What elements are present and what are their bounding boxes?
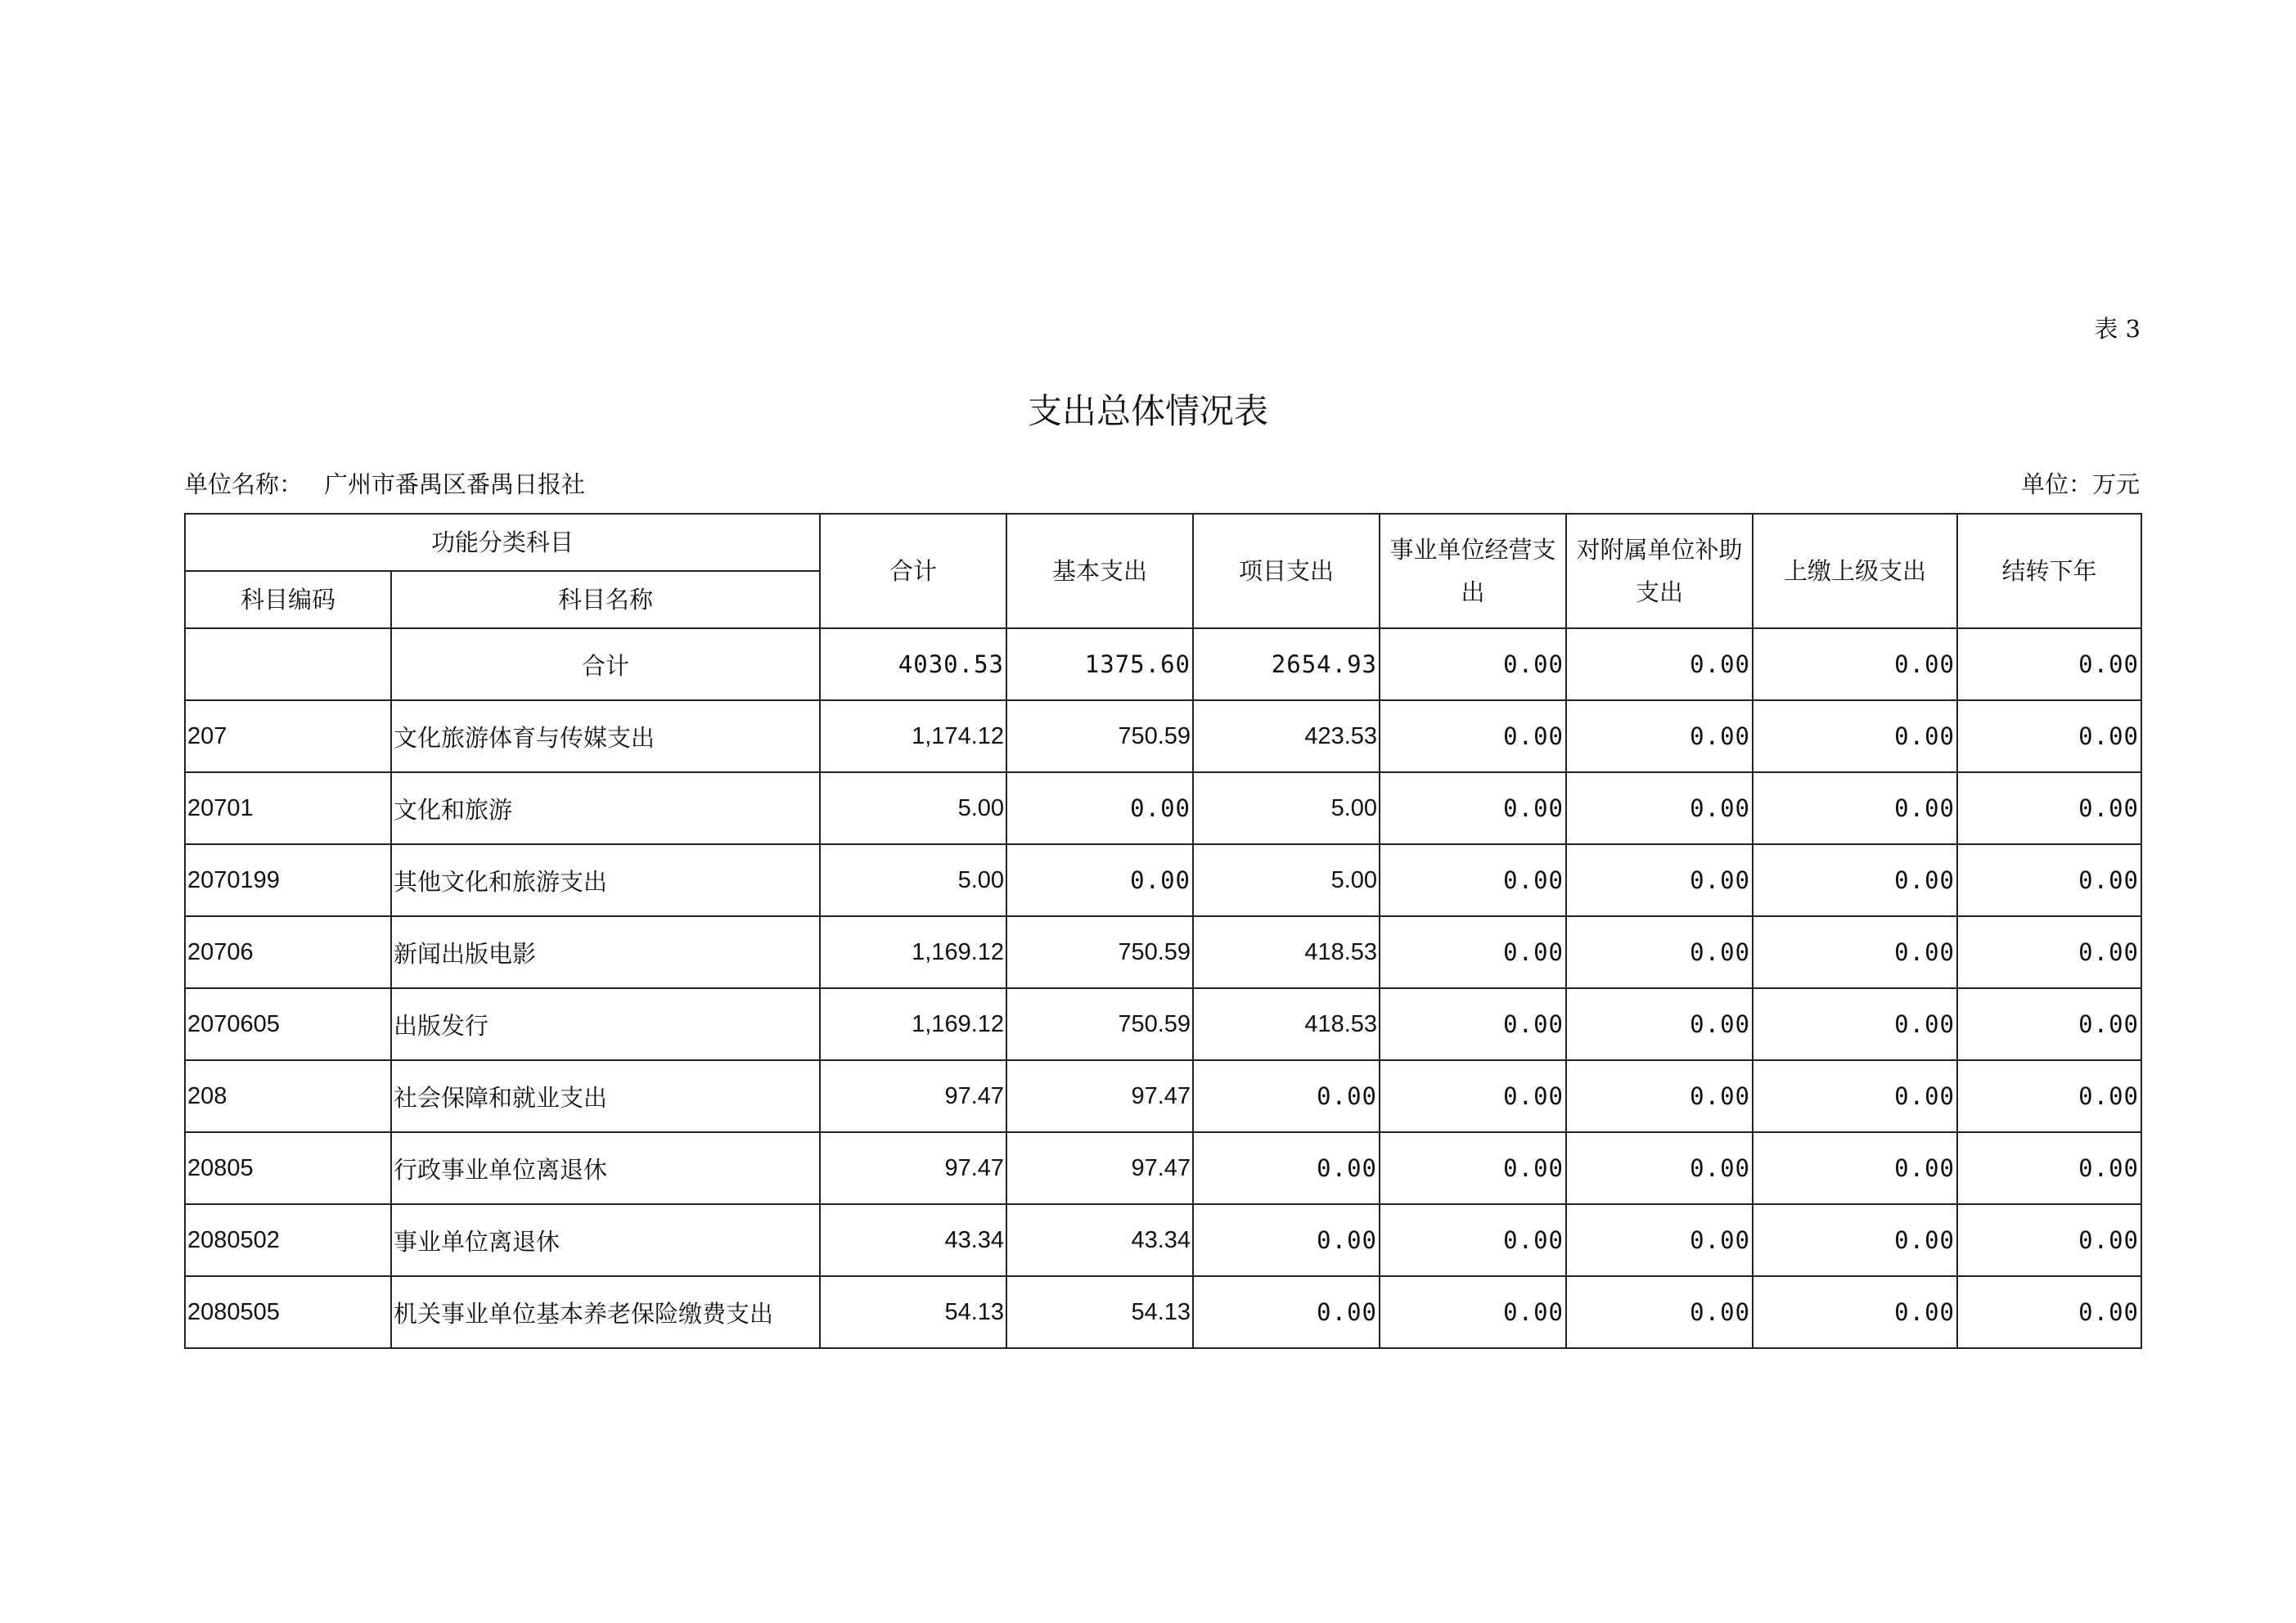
table-row <box>185 1060 2141 1132</box>
table-row <box>185 1276 2141 1348</box>
cell-subsidy: 0.00 <box>1566 1204 1753 1276</box>
cell-name: 社会保障和就业支出 <box>391 1060 820 1132</box>
cell-subsidy: 0.00 <box>1566 988 1753 1060</box>
cell-basic: 1375.60 <box>1006 628 1193 700</box>
cell-carry: 0.00 <box>1957 1204 2141 1276</box>
cell-subsidy: 0.00 <box>1566 844 1753 916</box>
cell-name: 新闻出版电影 <box>391 916 820 988</box>
cell-upper: 0.00 <box>1753 628 1957 700</box>
cell-upper: 0.00 <box>1753 1132 1957 1204</box>
cell-business: 0.00 <box>1380 988 1566 1060</box>
cell-project: 423.53 <box>1193 700 1380 772</box>
header-row-1 <box>185 514 2141 571</box>
cell-upper: 0.00 <box>1753 700 1957 772</box>
cell-name: 行政事业单位离退休 <box>391 1132 820 1204</box>
cell-project: 0.00 <box>1193 1132 1380 1204</box>
cell-carry: 0.00 <box>1957 1132 2141 1204</box>
cell-project: 418.53 <box>1193 916 1380 988</box>
cell-basic: 97.47 <box>1006 1060 1193 1132</box>
cell-upper: 0.00 <box>1753 1204 1957 1276</box>
cell-basic: 97.47 <box>1006 1132 1193 1204</box>
cell-carry: 0.00 <box>1957 844 2141 916</box>
cell-carry: 0.00 <box>1957 916 2141 988</box>
header-upper: 上缴上级支出 <box>1753 514 1957 628</box>
cell-project: 5.00 <box>1193 844 1380 916</box>
table-row <box>185 844 2141 916</box>
cell-code: 2080505 <box>185 1276 391 1348</box>
cell-business: 0.00 <box>1380 1276 1566 1348</box>
cell-code: 208 <box>185 1060 391 1132</box>
cell-total: 43.34 <box>820 1204 1006 1276</box>
cell-basic: 750.59 <box>1006 700 1193 772</box>
header-carry: 结转下年 <box>1957 514 2141 628</box>
cell-code: 2070199 <box>185 844 391 916</box>
header-category-group: 功能分类科目 <box>185 514 820 571</box>
table-number: 表 3 <box>2094 315 2141 343</box>
cell-upper: 0.00 <box>1753 772 1957 844</box>
cell-business: 0.00 <box>1380 772 1566 844</box>
cell-project: 0.00 <box>1193 1204 1380 1276</box>
cell-subsidy: 0.00 <box>1566 1060 1753 1132</box>
cell-name: 合计 <box>391 628 820 700</box>
table-row <box>185 916 2141 988</box>
table-row <box>185 1132 2141 1204</box>
cell-subsidy: 0.00 <box>1566 700 1753 772</box>
cell-carry: 0.00 <box>1957 628 2141 700</box>
cell-project: 0.00 <box>1193 1060 1380 1132</box>
table-row <box>185 772 2141 844</box>
cell-subsidy: 0.00 <box>1566 1276 1753 1348</box>
cell-business: 0.00 <box>1380 1132 1566 1204</box>
header-business: 事业单位经营支出 <box>1380 514 1566 628</box>
page-title: 支出总体情况表 <box>1027 391 1268 431</box>
cell-code: 20805 <box>185 1132 391 1204</box>
cell-subsidy: 0.00 <box>1566 916 1753 988</box>
table-row-total <box>185 628 2141 700</box>
header-basic: 基本支出 <box>1006 514 1193 628</box>
cell-total: 5.00 <box>820 772 1006 844</box>
org-label: 单位名称： <box>184 470 304 498</box>
header-code: 科目编码 <box>185 571 391 628</box>
header-name: 科目名称 <box>391 571 820 628</box>
cell-subsidy: 0.00 <box>1566 772 1753 844</box>
cell-basic: 54.13 <box>1006 1276 1193 1348</box>
expenditure-table <box>184 513 2142 1349</box>
cell-name: 机关事业单位基本养老保险缴费支出 <box>391 1276 820 1348</box>
cell-total: 97.47 <box>820 1060 1006 1132</box>
cell-name: 其他文化和旅游支出 <box>391 844 820 916</box>
cell-carry: 0.00 <box>1957 988 2141 1060</box>
cell-code: 207 <box>185 700 391 772</box>
cell-name: 文化和旅游 <box>391 772 820 844</box>
cell-upper: 0.00 <box>1753 844 1957 916</box>
cell-upper: 0.00 <box>1753 916 1957 988</box>
cell-carry: 0.00 <box>1957 772 2141 844</box>
cell-total: 1,169.12 <box>820 988 1006 1060</box>
cell-subsidy: 0.00 <box>1566 1132 1753 1204</box>
cell-code: 20701 <box>185 772 391 844</box>
header-subsidy: 对附属单位补助支出 <box>1566 514 1753 628</box>
cell-business: 0.00 <box>1380 916 1566 988</box>
cell-project: 5.00 <box>1193 772 1380 844</box>
org-name: 广州市番禺区番禺日报社 <box>324 470 586 498</box>
cell-basic: 43.34 <box>1006 1204 1193 1276</box>
cell-total: 54.13 <box>820 1276 1006 1348</box>
cell-business: 0.00 <box>1380 628 1566 700</box>
cell-carry: 0.00 <box>1957 1060 2141 1132</box>
cell-business: 0.00 <box>1380 1060 1566 1132</box>
cell-code: 20706 <box>185 916 391 988</box>
cell-basic: 750.59 <box>1006 916 1193 988</box>
table-row <box>185 988 2141 1060</box>
cell-business: 0.00 <box>1380 700 1566 772</box>
cell-code: 2080502 <box>185 1204 391 1276</box>
cell-name: 事业单位离退休 <box>391 1204 820 1276</box>
cell-carry: 0.00 <box>1957 700 2141 772</box>
cell-total: 4030.53 <box>820 628 1006 700</box>
cell-upper: 0.00 <box>1753 1060 1957 1132</box>
cell-upper: 0.00 <box>1753 1276 1957 1348</box>
table-row <box>185 700 2141 772</box>
cell-business: 0.00 <box>1380 844 1566 916</box>
cell-total: 5.00 <box>820 844 1006 916</box>
cell-total: 1,174.12 <box>820 700 1006 772</box>
table-row <box>185 1204 2141 1276</box>
cell-project: 2654.93 <box>1193 628 1380 700</box>
cell-carry: 0.00 <box>1957 1276 2141 1348</box>
cell-total: 1,169.12 <box>820 916 1006 988</box>
cell-project: 418.53 <box>1193 988 1380 1060</box>
cell-project: 0.00 <box>1193 1276 1380 1348</box>
cell-upper: 0.00 <box>1753 988 1957 1060</box>
cell-total: 97.47 <box>820 1132 1006 1204</box>
unit-label: 单位：万元 <box>2020 470 2140 498</box>
cell-code: 2070605 <box>185 988 391 1060</box>
header-project: 项目支出 <box>1193 514 1380 628</box>
cell-basic: 0.00 <box>1006 844 1193 916</box>
cell-business: 0.00 <box>1380 1204 1566 1276</box>
cell-code <box>185 628 391 700</box>
cell-basic: 0.00 <box>1006 772 1193 844</box>
cell-name: 出版发行 <box>391 988 820 1060</box>
header-total: 合计 <box>820 514 1006 628</box>
cell-basic: 750.59 <box>1006 988 1193 1060</box>
cell-subsidy: 0.00 <box>1566 628 1753 700</box>
cell-name: 文化旅游体育与传媒支出 <box>391 700 820 772</box>
org-info <box>184 466 585 500</box>
